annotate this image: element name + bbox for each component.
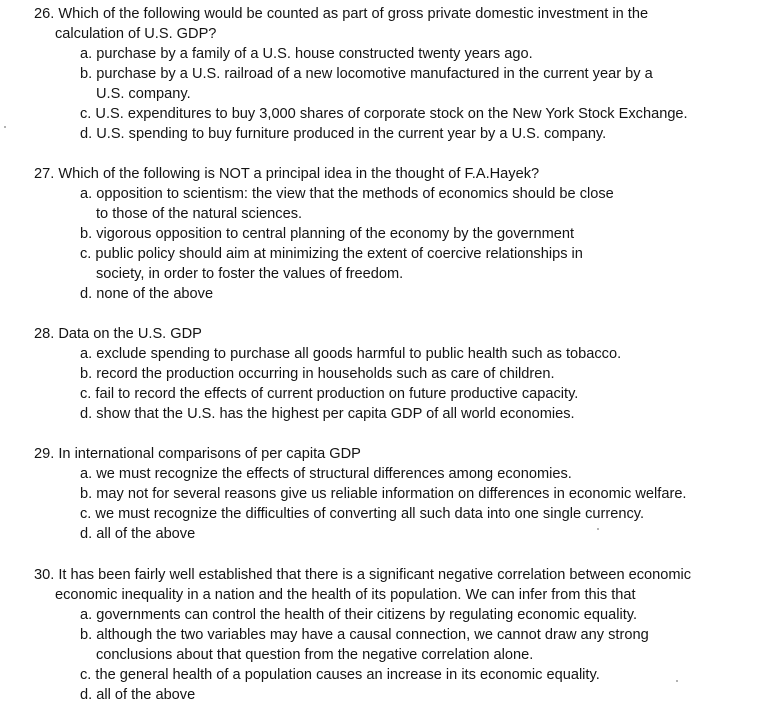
- answer-option-d: d. U.S. spending to buy furniture produced in the current year by a U.S. company.: [80, 126, 607, 142]
- scan-speck: [4, 126, 6, 128]
- answer-option-b-continued: conclusions about that question from the negative correlation alone.: [96, 647, 534, 663]
- answer-option-b: b. vigorous opposition to central planning of the economy by the government: [80, 226, 575, 242]
- question-stem: 29. In international comparisons of per capita GDP: [34, 446, 361, 462]
- answer-option-a-continued: to those of the natural sciences.: [96, 206, 303, 222]
- answer-option-c: c. U.S. expenditures to buy 3,000 shares of corporate stock on the New York Stock Exchange.: [80, 106, 688, 122]
- question-stem: 26. Which of the following would be counted as part of gross private domestic investment in the: [34, 6, 649, 22]
- scan-speck: [676, 680, 678, 682]
- answer-option-a: a. opposition to scientism: the view that the methods of economics should be close: [80, 186, 614, 202]
- answer-option-b: b. although the two variables may have a causal connection, we cannot draw any strong: [80, 627, 649, 643]
- answer-option-c: c. we must recognize the difficulties of converting all such data into one single currency.: [80, 506, 645, 522]
- question-stem: 27. Which of the following is NOT a principal idea in the thought of F.A.Hayek?: [34, 166, 540, 182]
- answer-option-c: c. fail to record the effects of current production on future productive capacity.: [80, 386, 579, 402]
- question-stem-continued: economic inequality in a nation and the health of its population. We can infer from this that: [55, 587, 636, 603]
- answer-option-c: c. the general health of a population causes an increase in its economic equality.: [80, 667, 600, 683]
- answer-option-a: a. exclude spending to purchase all goods harmful to public health such as tobacco.: [80, 346, 622, 362]
- answer-option-b-continued: U.S. company.: [96, 86, 191, 102]
- answer-option-a: a. we must recognize the effects of structural differences among economies.: [80, 466, 572, 482]
- answer-option-d: d. all of the above: [80, 687, 196, 703]
- question-stem: 30. It has been fairly well established that there is a significant negative correlation between economic: [34, 567, 692, 583]
- answer-option-d: d. all of the above: [80, 526, 196, 542]
- answer-option-c: c. public policy should aim at minimizing the extent of coercive relationships in: [80, 246, 583, 262]
- question-stem: 28. Data on the U.S. GDP: [34, 326, 202, 342]
- scan-speck: [597, 528, 599, 530]
- question-stem-continued: calculation of U.S. GDP?: [55, 26, 217, 42]
- answer-option-a: a. governments can control the health of their citizens by regulating economic equality.: [80, 607, 638, 623]
- answer-option-b: b. may not for several reasons give us reliable information on differences in economic welfare.: [80, 486, 687, 502]
- answer-option-d: d. none of the above: [80, 286, 214, 302]
- answer-option-a: a. purchase by a family of a U.S. house constructed twenty years ago.: [80, 46, 533, 62]
- answer-option-b: b. purchase by a U.S. railroad of a new locomotive manufactured in the current year by a: [80, 66, 653, 82]
- answer-option-b: b. record the production occurring in households such as care of children.: [80, 366, 555, 382]
- answer-option-d: d. show that the U.S. has the highest per capita GDP of all world economies.: [80, 406, 575, 422]
- answer-option-c-continued: society, in order to foster the values of freedom.: [96, 266, 404, 282]
